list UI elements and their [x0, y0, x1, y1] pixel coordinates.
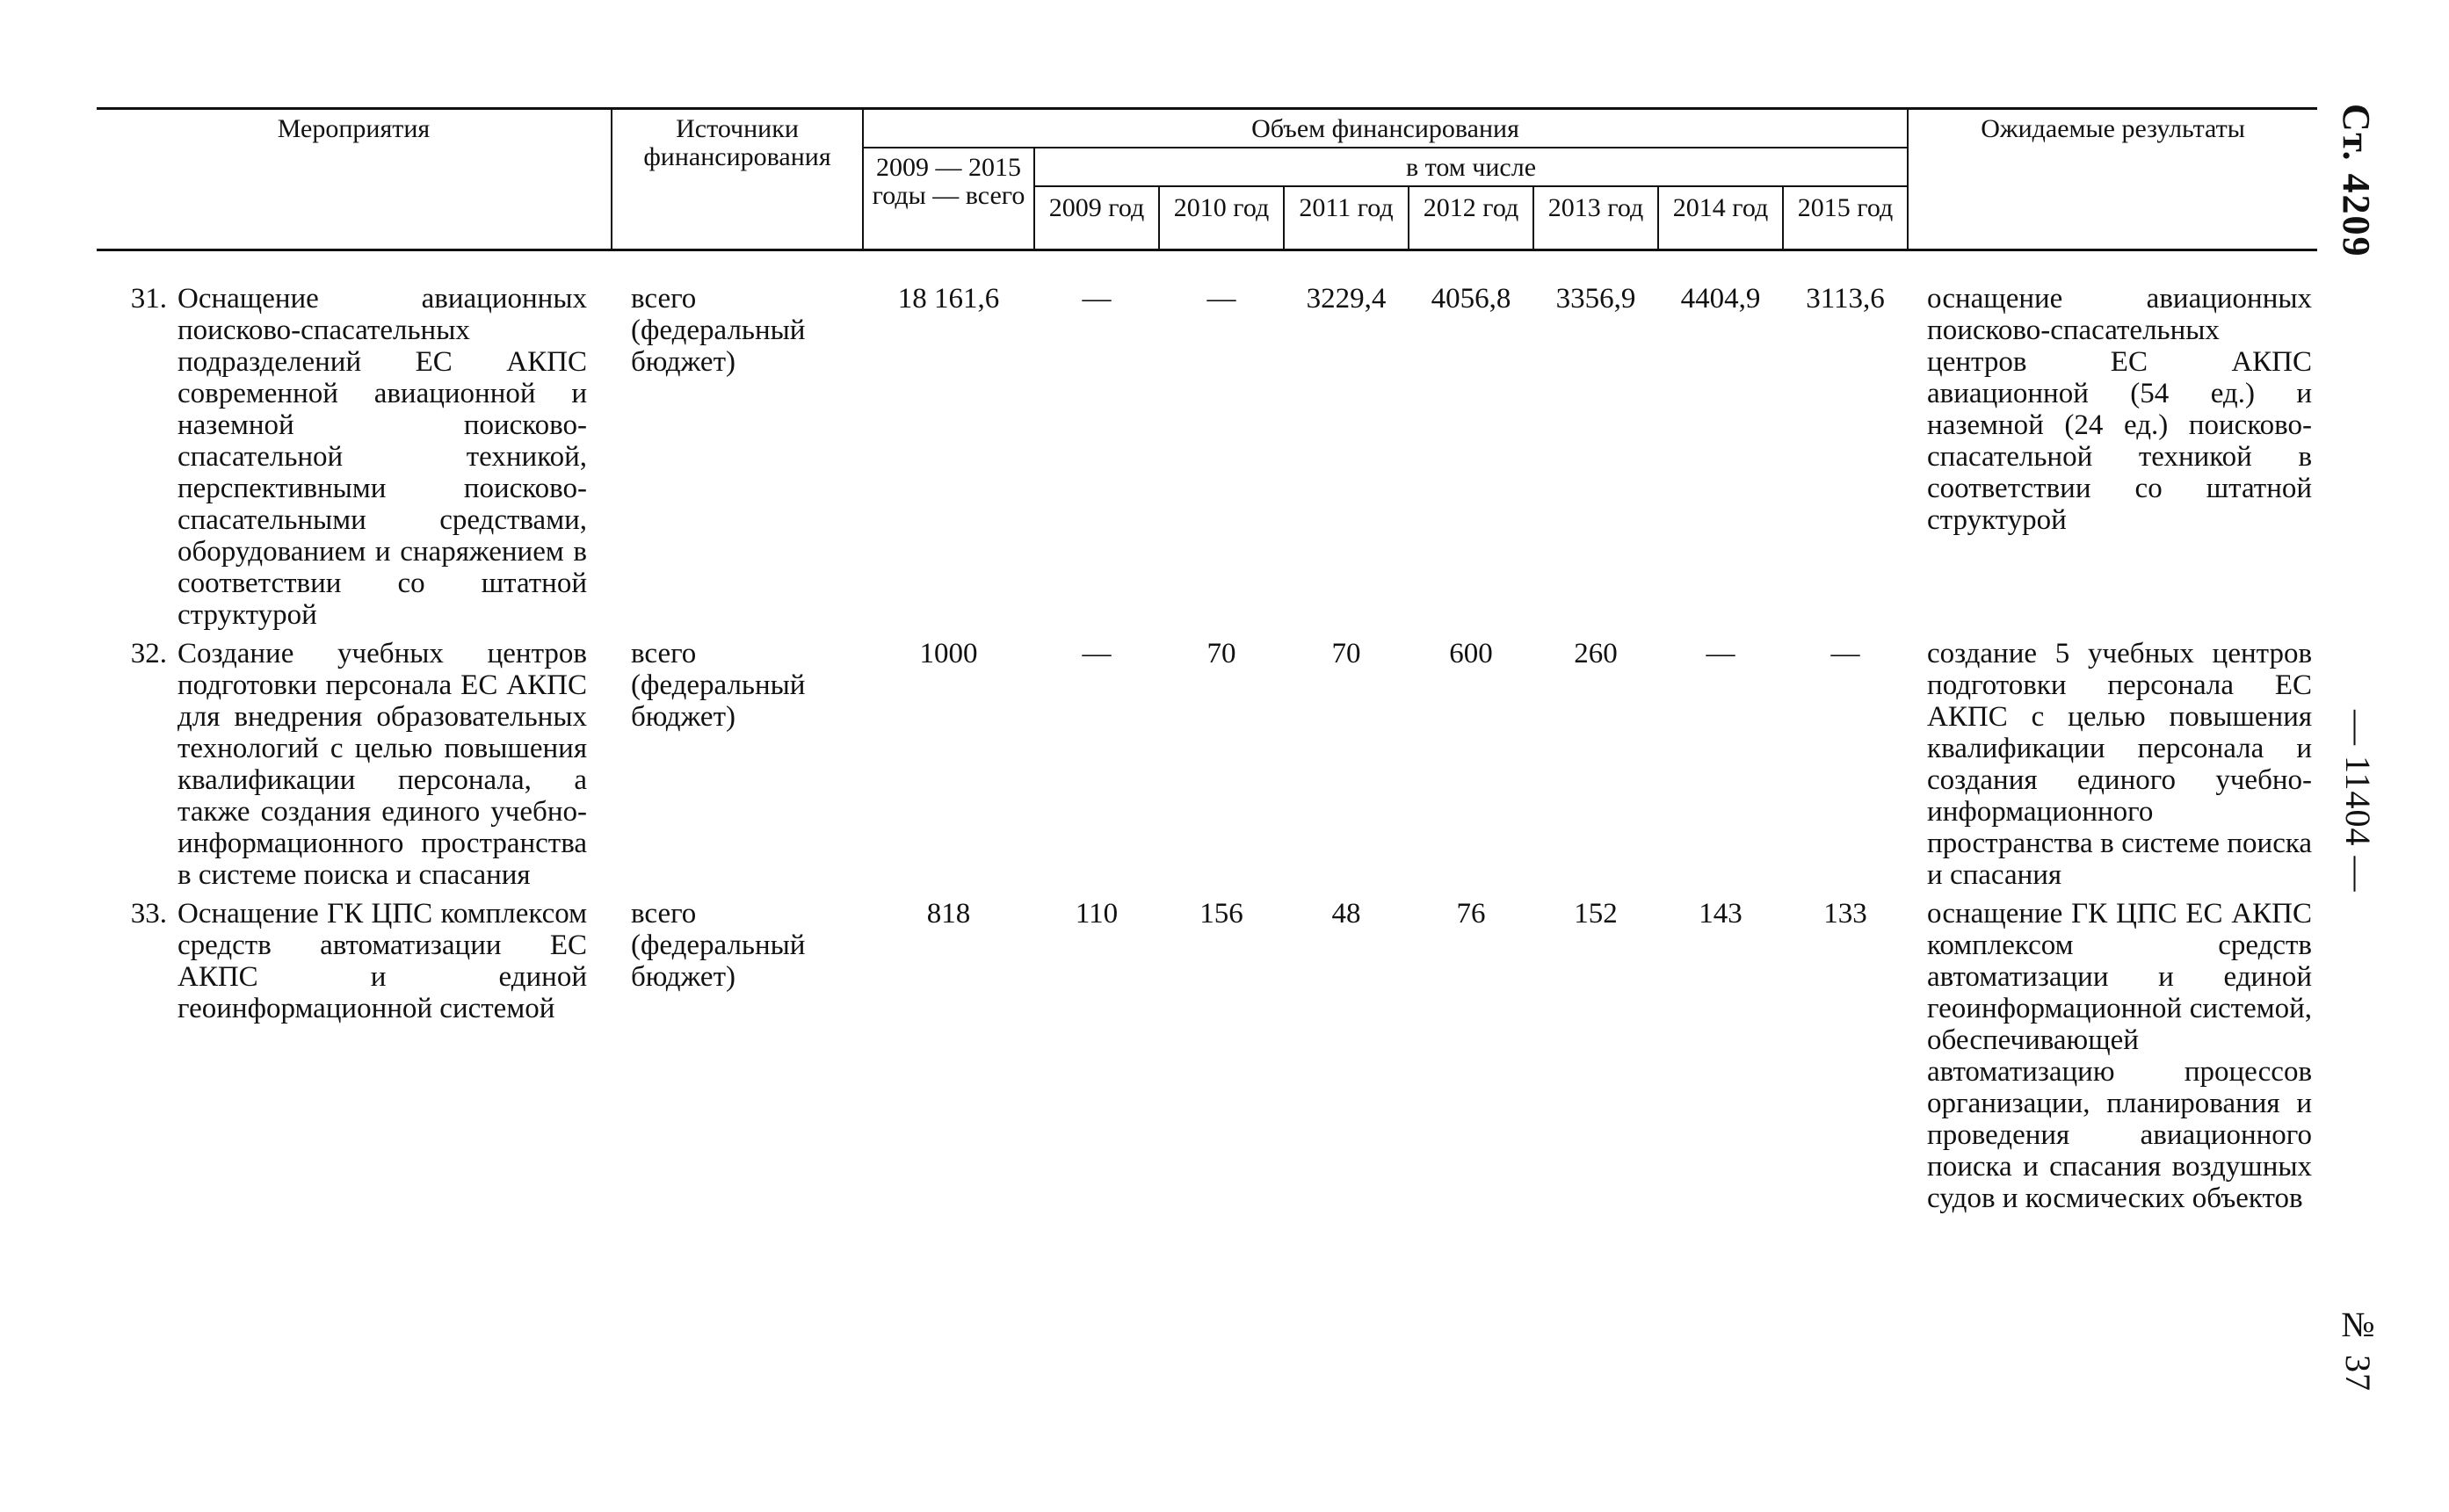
header-year-2014: 2014 год [1658, 186, 1783, 250]
source-cell: всего (федеральный бюджет) [631, 898, 806, 993]
year-cell-2013: 260 [1574, 638, 1618, 669]
header-year-2012: 2012 год [1409, 186, 1533, 250]
row-number: 32. [130, 638, 167, 669]
financing-table [97, 107, 2317, 1221]
row-number: 33. [130, 898, 167, 930]
year-cell-2012: 4056,8 [1431, 283, 1511, 315]
event-cell [97, 898, 612, 1221]
year-cell-2011: 70 [1331, 638, 1361, 669]
table-row [97, 283, 2317, 638]
year-cell-2010: 156 [1199, 898, 1243, 930]
result-cell: оснащение авиационных поисково-спасательных центров ЕС АКПС авиационной (54 ед.) и наземной (24 ед.) поисково-спасательной техникой в соответствии со штатной структурой [1927, 283, 2313, 536]
year-cell-2015: 133 [1823, 898, 1867, 930]
table-header [97, 109, 2317, 250]
source-cell: всего (федеральный бюджет) [631, 638, 806, 733]
year-cell-2013: 3356,9 [1555, 283, 1636, 315]
table-body [97, 250, 2317, 1222]
year-cell-2009: — [1082, 638, 1112, 669]
header-events: Мероприятия [97, 109, 612, 250]
event-cell [97, 638, 612, 898]
header-year-2013: 2013 год [1533, 186, 1658, 250]
header-sources: Источники финансирования [612, 109, 863, 250]
header-including: в том числе [1034, 148, 1908, 186]
year-cell-2009: 110 [1075, 898, 1119, 930]
year-cell-2012: 600 [1449, 638, 1493, 669]
year-cell-2014: — [1706, 638, 1735, 669]
header-results: Ожидаемые результаты [1908, 109, 2317, 250]
event-text: Оснащение ГК ЦПС комплексом средств автоматизации ЕС АКПС и единой геоинформационной системой [178, 898, 587, 1024]
year-cell-2013: 152 [1574, 898, 1618, 930]
year-cell-2012: 76 [1456, 898, 1486, 930]
year-cell-2015: — [1830, 638, 1860, 669]
year-cell-2014: 143 [1699, 898, 1743, 930]
row-number: 31. [130, 283, 167, 315]
result-cell: создание 5 учебных центров подготовки персонала ЕС АКПС с целью повышения квалификации персонала и создания единого учебно-информационного пространства в системе поиска и спасания [1927, 638, 2313, 891]
article-number: Ст. 4209 [2335, 104, 2378, 258]
event-text: Оснащение авиационных поисково-спасательных подразделений ЕС АКПС современной авиационной и наземной поисково-спасательной техникой, перспективными поисково-спасательными средствами, оборудованием и снаряжением в соответствии со штатной структурой [178, 283, 587, 631]
header-year-2009: 2009 год [1034, 186, 1159, 250]
header-year-2011: 2011 год [1284, 186, 1409, 250]
event-text: Создание учебных центров подготовки персонала ЕС АКПС для внедрения образовательных технологий с целью повышения квалификации персонала, а также создания единого учебно-информационного пространства в системе поиска и спасания [178, 638, 587, 891]
total-cell: 1000 [919, 638, 978, 669]
header-year-2010: 2010 год [1159, 186, 1284, 250]
year-cell-2015: 3113,6 [1806, 283, 1885, 315]
header-total: 2009 — 2015 годы — всего [863, 148, 1034, 250]
year-cell-2009: — [1082, 283, 1112, 315]
issue-number: № 37 [2338, 1305, 2378, 1392]
header-year-2015: 2015 год [1783, 186, 1908, 250]
result-cell: оснащение ГК ЦПС ЕС АКПС комплексом средств автоматизации и единой геоинформационной системой, обеспечивающей автоматизацию процессов организации, планирования и проведения авиационного поиска и спасания воздушных судов и космических объектов [1927, 898, 2313, 1214]
table-row [97, 898, 2317, 1221]
source-cell: всего (федеральный бюджет) [631, 283, 806, 378]
year-cell-2010: 70 [1206, 638, 1236, 669]
total-cell: 18 161,6 [897, 283, 1000, 315]
total-cell: 818 [926, 898, 971, 930]
table-row [97, 638, 2317, 898]
year-cell-2011: 48 [1331, 898, 1361, 930]
year-cell-2010: — [1206, 283, 1236, 315]
year-cell-2014: 4404,9 [1680, 283, 1761, 315]
header-volume: Объем финансирования [863, 109, 1908, 148]
page-number: — 11404 — [2338, 710, 2378, 893]
year-cell-2011: 3229,4 [1306, 283, 1387, 315]
event-cell [97, 283, 612, 638]
